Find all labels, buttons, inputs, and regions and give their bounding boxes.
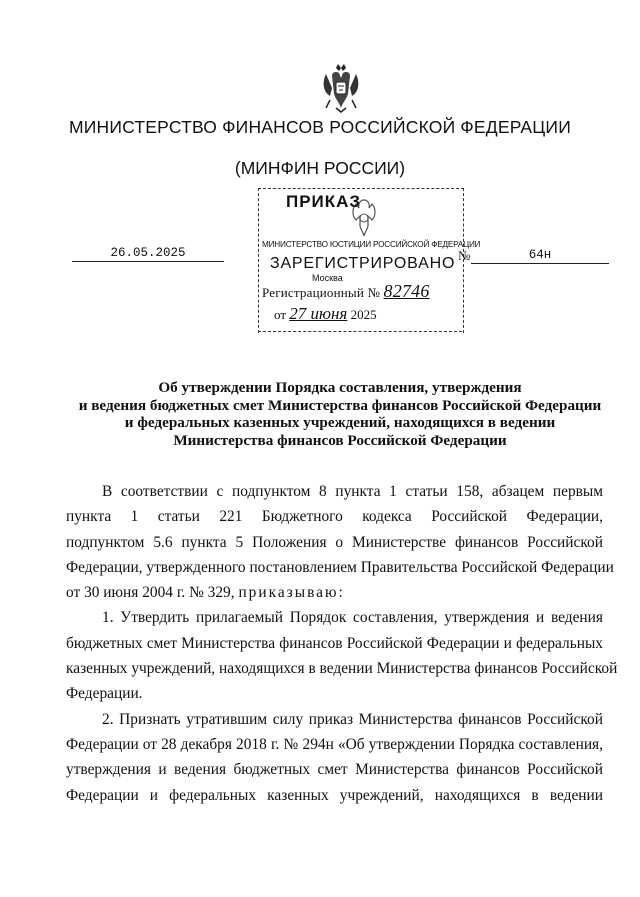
body-line: пункта 1 статьи 221 Бюджетного кодекса Российской Федерации, xyxy=(66,508,603,526)
order-title xyxy=(60,379,620,449)
body-line: Федерации от 28 декабря 2018 г. № 294н «Об утверждении Порядка составления, xyxy=(66,735,603,753)
stamp-city: Москва xyxy=(312,273,343,283)
body-line: бюджетных смет Министерства финансов Российской Федерации и федеральных xyxy=(66,634,603,652)
order-date: 26.05.2025 xyxy=(72,246,224,262)
body-line: 2. Признать утратившим силу приказ Министерства финансов Российской xyxy=(102,710,603,728)
body-line: утверждения и ведения бюджетных смет Министерства финансов Российской xyxy=(66,761,603,779)
title-line: и ведения бюджетных смет Министерства финансов Российской Федерации xyxy=(78,396,602,414)
body-line: В соответствии с подпунктом 8 пункта 1 статьи 158, абзацем первым xyxy=(102,483,603,500)
body-line: Федерации. xyxy=(66,685,143,703)
body-line: подпунктом 5.6 пункта 5 Положения о Министерстве финансов Российской xyxy=(66,533,603,551)
title-line: Об утверждении Порядка составления, утверждения xyxy=(158,379,522,396)
body-line: Федерации, утвержденного постановлением Правительства Российской Федерации xyxy=(66,558,614,576)
document-type: ПРИКАЗ xyxy=(286,192,362,211)
stamp-reg-label: Регистрационный № xyxy=(262,285,381,300)
title-line: Министерства финансов Российской Федерации xyxy=(173,431,507,449)
order-number-label: № xyxy=(458,248,471,263)
stamp-date-line xyxy=(274,304,377,324)
coat-of-arms-icon xyxy=(318,62,364,114)
stamp-date-year: 2025 xyxy=(350,307,377,322)
stamp-eagle-icon xyxy=(346,196,382,238)
order-number: 64н xyxy=(471,248,609,264)
body-line: 1. Утвердить прилагаемый Порядок составления, утверждения и ведения xyxy=(102,609,603,627)
stamp-date-handwritten: 27 июня xyxy=(289,304,348,323)
body-text: от 30 июня 2004 г. № 329, xyxy=(66,584,235,602)
stamp-reg-number-line xyxy=(262,281,430,302)
stamp-status: ЗАРЕГИСТРИРОВАНО xyxy=(270,255,456,272)
title-line: и федеральных казенных учреждений, находящихся в ведении xyxy=(124,414,556,431)
stamp-date-prefix: от xyxy=(274,307,287,322)
stamp-agency: МИНИСТЕРСТВО ЮСТИЦИИ РОССИЙСКОЙ ФЕДЕРАЦИИ xyxy=(262,240,481,249)
body-line xyxy=(66,582,603,607)
body-directive: приказываю: xyxy=(238,584,345,602)
ministry-short-name: (МИНФИН РОССИИ) xyxy=(234,158,406,178)
body-line: казенных учреждений, находящихся в ведении Министерства финансов Российской xyxy=(66,660,618,678)
ministry-name: МИНИСТЕРСТВО ФИНАНСОВ РОССИЙСКОЙ ФЕДЕРАЦИИ xyxy=(68,117,571,137)
order-body xyxy=(66,481,618,810)
body-line: Федерации и федеральных казенных учреждений, находящихся в ведении xyxy=(66,786,603,804)
stamp-border xyxy=(258,331,462,332)
stamp-reg-number: 82746 xyxy=(383,281,430,301)
